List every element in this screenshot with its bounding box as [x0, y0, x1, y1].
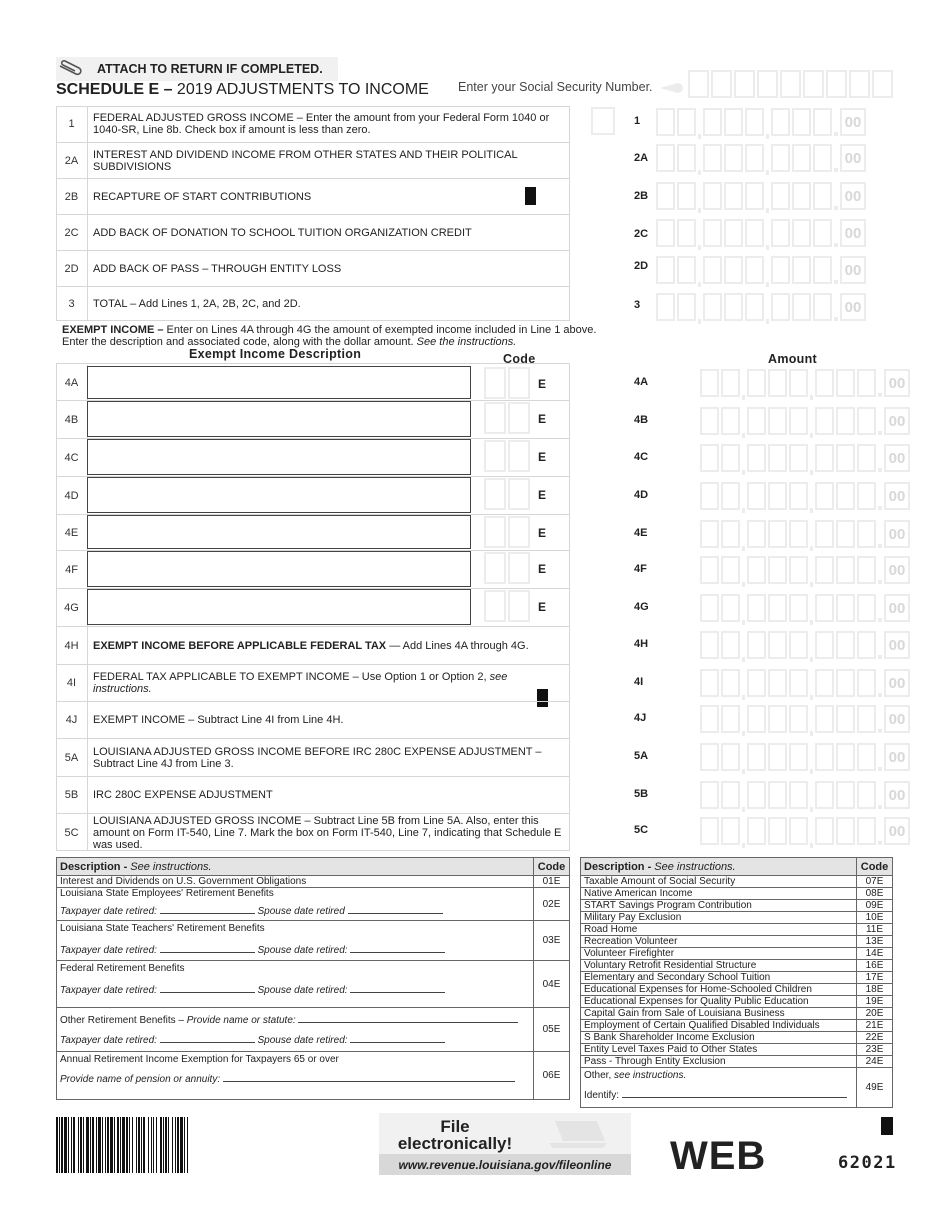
barcode-bar	[141, 1117, 142, 1173]
barcode-bar	[61, 1117, 63, 1173]
exempt-description-input[interactable]	[87, 439, 471, 475]
cents-box: 00	[884, 482, 910, 510]
code-desc: Voluntary Retrofit Residential Structure	[581, 960, 857, 972]
barcode-bar	[64, 1117, 67, 1173]
cents-box: 00	[884, 705, 910, 733]
cents-box: 00	[884, 444, 910, 472]
exempt-description-input[interactable]	[87, 589, 471, 625]
codes-right-code-header: Code	[857, 858, 893, 876]
barcode-bar	[138, 1117, 140, 1173]
amount-field[interactable]	[700, 781, 910, 809]
barcode-bar	[71, 1117, 72, 1173]
code-desc: Volunteer Firefighter	[581, 948, 857, 960]
amount-field[interactable]	[700, 743, 910, 771]
cents-box: 00	[884, 631, 910, 659]
code-value: 18E	[857, 984, 893, 996]
barcode-bar	[184, 1117, 185, 1173]
code-value: 06E	[534, 1052, 570, 1100]
code-desc: Interest and Dividends on U.S. Government Obligations	[57, 876, 534, 888]
ssn-input[interactable]	[688, 70, 895, 98]
exempt-row-4e: 4E	[56, 514, 570, 550]
code-suffix: E	[537, 412, 546, 426]
barcode-bar	[163, 1117, 164, 1173]
negative-amount-checkbox[interactable]	[591, 107, 615, 135]
code-value: 11E	[857, 924, 893, 936]
barcode-bar	[114, 1117, 115, 1173]
col-header-amount: Amount	[768, 352, 818, 366]
exempt-row-4a: 4A	[56, 365, 570, 400]
line-1-row: 1 FEDERAL ADJUSTED GROSS INCOME – Enter the amount from your Federal Form 1040 or 1040-SR, Line 8b. Check box if amount is less than zero.	[56, 106, 570, 142]
amount-label: 4D	[634, 489, 649, 501]
amount-label-2c: 2C	[634, 228, 649, 240]
code-desc: Entity Level Taxes Paid to Other States	[581, 1044, 857, 1056]
marker-box	[525, 187, 536, 205]
exempt-code-input[interactable]	[484, 402, 554, 436]
amount-label: 4F	[634, 563, 647, 575]
page-title: SCHEDULE E – 2019 ADJUSTMENTS TO INCOME	[56, 81, 429, 98]
amount-label: 4A	[634, 376, 649, 388]
paperclip-icon	[56, 58, 86, 80]
exempt-row-4f: 4F	[56, 550, 570, 588]
amount-field[interactable]	[700, 669, 910, 697]
amount-label: 4B	[634, 414, 649, 426]
amount-field-2a[interactable]	[656, 144, 866, 172]
codes-table-left: Description - See instructions. Code Interest and Dividends on U.S. Government Obligations 01E Louisiana State Employees' Retirement Benefits Taxpayer date retired: Spouse date retired 02E Louisiana State Teachers' Retirement Benefits Taxpayer date retired: Spouse date retired: 03E Federal Retirement Benefits Taxpayer date retired: Spouse date retired: 04E Other Retirement Benefits – Provide name or statute: Taxpayer date retired: Spouse date retired: 05E Annual Retirement Income Exemption for Taxpayers 65 or over Provide name of pension or annuity: 06E	[56, 857, 570, 1100]
code-value: 17E	[857, 972, 893, 984]
amount-field[interactable]	[700, 444, 910, 472]
exempt-row-4b: 4B	[56, 400, 570, 438]
barcode-bar	[90, 1117, 91, 1173]
cents-box: 00	[884, 817, 910, 845]
exempt-row-4c: 4C	[56, 438, 570, 476]
code-suffix: E	[537, 526, 546, 540]
barcode-bar	[175, 1117, 176, 1173]
amount-label-2b: 2B	[634, 190, 649, 202]
file-electronically-text: File electronically!	[397, 1117, 513, 1153]
barcode-bar	[165, 1117, 167, 1173]
code-value: 08E	[857, 888, 893, 900]
code-desc: Pass - Through Entity Exclusion	[581, 1056, 857, 1068]
codes-left-header: Description - See instructions.	[57, 858, 534, 876]
code-value: 03E	[534, 921, 570, 961]
barcode-bar	[143, 1117, 145, 1173]
attach-note: ATTACH TO RETURN IF COMPLETED.	[97, 62, 323, 76]
amount-label: 4H	[634, 638, 649, 650]
amount-label-3: 3	[634, 299, 641, 311]
line-2c-row: 2C ADD BACK OF DONATION TO SCHOOL TUITION ORGANIZATION CREDIT	[56, 214, 570, 250]
cents-box: 00	[884, 743, 910, 771]
barcode-bar	[122, 1117, 125, 1173]
exempt-code-input[interactable]	[484, 440, 554, 474]
amount-label: 5A	[634, 750, 649, 762]
amount-label: 5C	[634, 824, 649, 836]
barcode-bar	[110, 1117, 113, 1173]
exempt-description-input[interactable]	[87, 401, 471, 437]
barcode-bar	[107, 1117, 109, 1173]
line-3-row: 3 TOTAL – Add Lines 1, 2A, 2B, 2C, and 2D.	[56, 286, 570, 321]
barcode-bar	[156, 1117, 157, 1173]
barcode-bar	[187, 1117, 188, 1173]
code-desc: Educational Expenses for Quality Public Education	[581, 996, 857, 1008]
code-suffix: E	[537, 488, 546, 502]
cents-box: 00	[840, 108, 866, 136]
code-value: 05E	[534, 1008, 570, 1052]
code-value: 19E	[857, 996, 893, 1008]
code-value: 01E	[534, 876, 570, 888]
barcode-bar	[129, 1117, 130, 1173]
code-value: 07E	[857, 876, 893, 888]
exempt-description-input[interactable]	[87, 366, 471, 399]
code-value: 02E	[534, 888, 570, 921]
line-5a-row: 5A LOUISIANA ADJUSTED GROSS INCOME BEFORE IRC 280C EXPENSE ADJUSTMENT – Subtract Line 4J from Line 3.	[56, 738, 570, 776]
code-value: 14E	[857, 948, 893, 960]
amount-label-2a: 2A	[634, 152, 649, 164]
barcode-bar	[168, 1117, 169, 1173]
code-value: 09E	[857, 900, 893, 912]
code-suffix: E	[537, 600, 546, 614]
code-desc: Military Pay Exclusion	[581, 912, 857, 924]
cents-box: 00	[884, 369, 910, 397]
amount-label: 4G	[634, 601, 649, 613]
barcode-bar	[172, 1117, 173, 1173]
barcode-bar	[160, 1117, 162, 1173]
code-value: 23E	[857, 1044, 893, 1056]
amount-label: 4C	[634, 451, 649, 463]
barcode-bar	[96, 1117, 97, 1173]
barcode-bar	[86, 1117, 89, 1173]
col-header-code: Code	[503, 352, 536, 366]
code-value: 04E	[534, 961, 570, 1008]
cents-box: 00	[884, 781, 910, 809]
codes-table-right: Description - See instructions. Code Taxable Amount of Social Security 07E Native American Income 08E START Savings Program Contribution 09E Military Pay Exclusion 10E Road Home 11E Recreation Volunteer 13E Volunteer Firefighter 14E Voluntary Retrofit Residential Structure 16E Elementary and Secondary School Tuition 17E Educational Expenses for Home-Schooled Children 18E Educational Expenses for Quality Public Education 19E Capital Gain from Sale of Louisiana Business 20E Employment of Certain Qualified Disabled Individuals 21E S Bank Shareholder Income Exclusion 22E Entity Level Taxes Paid to Other States 23E Pass - Through Entity Exclusion 24E Other, see instructions. Identify: 49E	[580, 857, 893, 1108]
exempt-description-input[interactable]	[87, 515, 471, 549]
cents-box: 00	[840, 293, 866, 321]
code-desc: Louisiana State Teachers' Retirement Benefits	[60, 923, 265, 934]
exempt-code-input[interactable]	[484, 516, 554, 550]
cents-box: 00	[884, 594, 910, 622]
line-4i-row: 4I FEDERAL TAX APPLICABLE TO EXEMPT INCOME – Use Option 1 or Option 2, see instructions.	[56, 664, 570, 701]
line-2d-row: 2D ADD BACK OF PASS – THROUGH ENTITY LOSS	[56, 250, 570, 286]
code-value: 22E	[857, 1032, 893, 1044]
cents-box: 00	[884, 556, 910, 584]
line-2a-row: 2A INTEREST AND DIVIDEND INCOME FROM OTHER STATES AND THEIR POLITICAL SUBDIVISIONS	[56, 142, 570, 178]
barcode-bar	[151, 1117, 152, 1173]
code-desc: Capital Gain from Sale of Louisiana Business	[581, 1008, 857, 1020]
ssn-label: Enter your Social Security Number.	[458, 80, 653, 94]
code-desc: Educational Expenses for Home-Schooled Children	[581, 984, 857, 996]
barcode-bar	[153, 1117, 154, 1173]
codes-right-header: Description - See instructions.	[581, 858, 857, 876]
amount-label: 5B	[634, 788, 649, 800]
barcode-bar	[120, 1117, 121, 1173]
amount-label: 4I	[634, 676, 644, 688]
code-desc: Elementary and Secondary School Tuition	[581, 972, 857, 984]
barcode-bar	[117, 1117, 119, 1173]
line-4h-row: 4H EXEMPT INCOME BEFORE APPLICABLE FEDERAL TAX — Add Lines 4A through 4G.	[56, 626, 570, 664]
barcode-bar	[136, 1117, 137, 1173]
codes-left-code-header: Code	[534, 858, 570, 876]
code-suffix: E	[537, 450, 546, 464]
code-desc: Employment of Certain Qualified Disabled Individuals	[581, 1020, 857, 1032]
line-4j-row: 4J EXEMPT INCOME – Subtract Line 4I from Line 4H.	[56, 701, 570, 738]
barcode-bar	[56, 1117, 58, 1173]
code-desc: Recreation Volunteer	[581, 936, 857, 948]
exempt-row-4d: 4D	[56, 476, 570, 514]
barcode-bar	[102, 1117, 103, 1173]
amount-field[interactable]	[700, 556, 910, 584]
barcode-bar	[177, 1117, 179, 1173]
col-header-description: Exempt Income Description	[189, 347, 362, 361]
cents-box: 00	[840, 219, 866, 247]
code-value: 10E	[857, 912, 893, 924]
cents-box: 00	[840, 182, 866, 210]
barcode-bar	[98, 1117, 101, 1173]
amount-field[interactable]	[700, 631, 910, 659]
code-desc: Louisiana State Employees' Retirement Benefits	[60, 888, 274, 899]
code-desc: Federal Retirement Benefits	[60, 963, 185, 974]
barcode-bar	[132, 1117, 133, 1173]
barcode-bar	[92, 1117, 94, 1173]
exempt-description-input[interactable]	[87, 551, 471, 587]
amount-field-2b[interactable]	[656, 182, 866, 210]
exempt-instructions: EXEMPT INCOME – Enter on Lines 4A through 4G the amount of exempted income included in Line 1 above. Enter the description and associated code, along with the dollar amount. See the instructions.	[62, 324, 597, 348]
exempt-code-input[interactable]	[484, 590, 554, 624]
amount-field-3[interactable]	[656, 293, 866, 321]
code-desc: Road Home	[581, 924, 857, 936]
code-desc: Annual Retirement Income Exemption for Taxpayers 65 or over	[60, 1054, 339, 1065]
amount-field[interactable]	[700, 482, 910, 510]
amount-field[interactable]	[700, 369, 910, 397]
barcode-bar	[148, 1117, 149, 1173]
amount-label: 4J	[634, 712, 647, 724]
code-value: 20E	[857, 1008, 893, 1020]
barcode-bar	[126, 1117, 128, 1173]
marker-box	[881, 1117, 893, 1135]
exempt-description-input[interactable]	[87, 477, 471, 513]
amount-field-1[interactable]	[656, 108, 866, 136]
code-desc: START Savings Program Contribution	[581, 900, 857, 912]
line-5b-row: 5B IRC 280C EXPENSE ADJUSTMENT	[56, 776, 570, 813]
exempt-code-input[interactable]	[484, 478, 554, 512]
laptop-icon	[545, 1119, 611, 1149]
line-5c-row: 5C LOUISIANA ADJUSTED GROSS INCOME – Subtract Line 5B from Line 5A. Also, enter this amount on Form IT-540, Line 7. Mark the box on Form IT-540, Line 7, indicating that Schedule E was used.	[56, 813, 570, 851]
barcode-bar	[80, 1117, 82, 1173]
barcode-bar	[78, 1117, 79, 1173]
barcode-bar	[105, 1117, 106, 1173]
exempt-code-input[interactable]	[484, 552, 554, 586]
amount-field-2d[interactable]	[656, 256, 866, 284]
amount-field[interactable]	[700, 594, 910, 622]
code-value: 13E	[857, 936, 893, 948]
cents-box: 00	[840, 144, 866, 172]
amount-label-1: 1	[634, 115, 641, 127]
line-2b-row: 2B RECAPTURE OF START CONTRIBUTIONS	[56, 178, 570, 214]
code-suffix: E	[537, 562, 546, 576]
cents-box: 00	[840, 256, 866, 284]
code-value: 49E	[857, 1068, 893, 1108]
code-desc: Other Retirement Benefits –	[60, 1015, 187, 1026]
code-desc: S Bank Shareholder Income Exclusion	[581, 1032, 857, 1044]
file-online-link[interactable]: www.revenue.louisiana.gov/fileonline	[379, 1154, 631, 1175]
amount-field[interactable]	[700, 705, 910, 733]
amount-label-2d: 2D	[634, 260, 649, 272]
code-suffix: E	[537, 377, 546, 391]
form-number: 62021	[838, 1153, 897, 1173]
barcode-bar	[59, 1117, 60, 1173]
code-desc: Taxable Amount of Social Security	[581, 876, 857, 888]
barcode-bar	[180, 1117, 183, 1173]
cents-box: 00	[884, 407, 910, 435]
amount-field[interactable]	[700, 817, 910, 845]
code-value: 16E	[857, 960, 893, 972]
code-value: 21E	[857, 1020, 893, 1032]
amount-field[interactable]	[700, 407, 910, 435]
amount-label: 4E	[634, 527, 648, 539]
barcode	[56, 1117, 229, 1173]
exempt-code-input[interactable]	[484, 367, 554, 401]
code-desc: Native American Income	[581, 888, 857, 900]
arrow-icon	[660, 82, 686, 94]
barcode-bar	[83, 1117, 84, 1173]
cents-box: 00	[884, 669, 910, 697]
barcode-bar	[73, 1117, 75, 1173]
amount-field-2c[interactable]	[656, 219, 866, 247]
exempt-row-4g: 4G	[56, 588, 570, 626]
cents-box: 00	[884, 520, 910, 548]
web-label: WEB	[670, 1134, 767, 1178]
barcode-bar	[68, 1117, 69, 1173]
code-value: 24E	[857, 1056, 893, 1068]
amount-field[interactable]	[700, 520, 910, 548]
